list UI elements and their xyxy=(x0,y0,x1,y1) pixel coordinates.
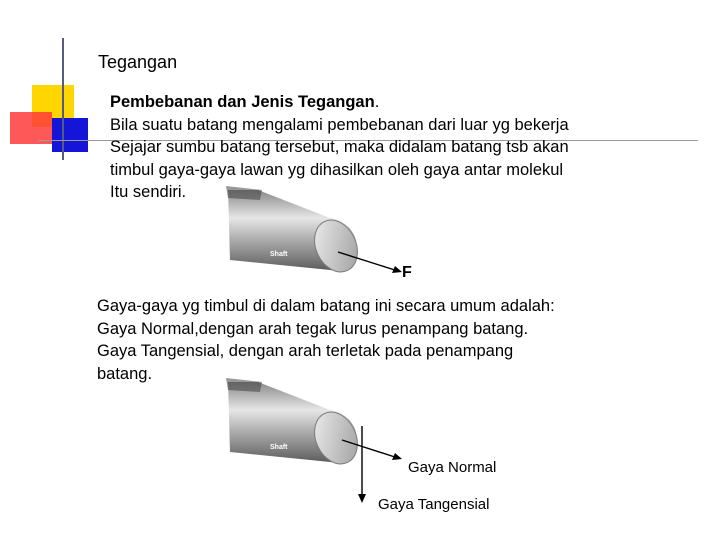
intro-line: timbul gaya-gaya lawan yg dihasilkan oleh gaya antar molekul xyxy=(110,160,564,179)
forces-line: batang. xyxy=(97,364,153,383)
shaft-body-2 xyxy=(226,378,366,471)
intro-line: Sejajar sumbu batang tersebut, maka didalam batang tsb akan xyxy=(110,138,569,156)
intro-line: Bila suatu batang mengalami pembebanan dari luar yg bekerja xyxy=(110,115,569,134)
force-label: F xyxy=(402,264,412,281)
intro-heading: Pembebanan dan Jenis Tegangan xyxy=(110,93,375,111)
slide-title: Tegangan xyxy=(98,52,178,72)
normal-force-label: Gaya Normal xyxy=(408,459,497,476)
forces-line: Gaya-gaya yg timbul di dalam batang ini secara umum adalah: xyxy=(97,297,555,315)
intro-heading-suffix: . xyxy=(374,93,380,111)
tangential-force-arrow xyxy=(358,426,366,503)
forces-line: Gaya Normal,dengan arah tegak lurus penampang batang. xyxy=(97,319,529,338)
tangential-force-label: Gaya Tangensial xyxy=(378,496,490,513)
forces-line: Gaya Tangensial, dengan arah terletak pada penampang xyxy=(97,342,514,360)
intro-line: Itu sendiri. xyxy=(110,183,187,201)
shaft-label-1: Shaft xyxy=(270,251,288,258)
shaft-label-2: Shaft xyxy=(270,444,288,451)
